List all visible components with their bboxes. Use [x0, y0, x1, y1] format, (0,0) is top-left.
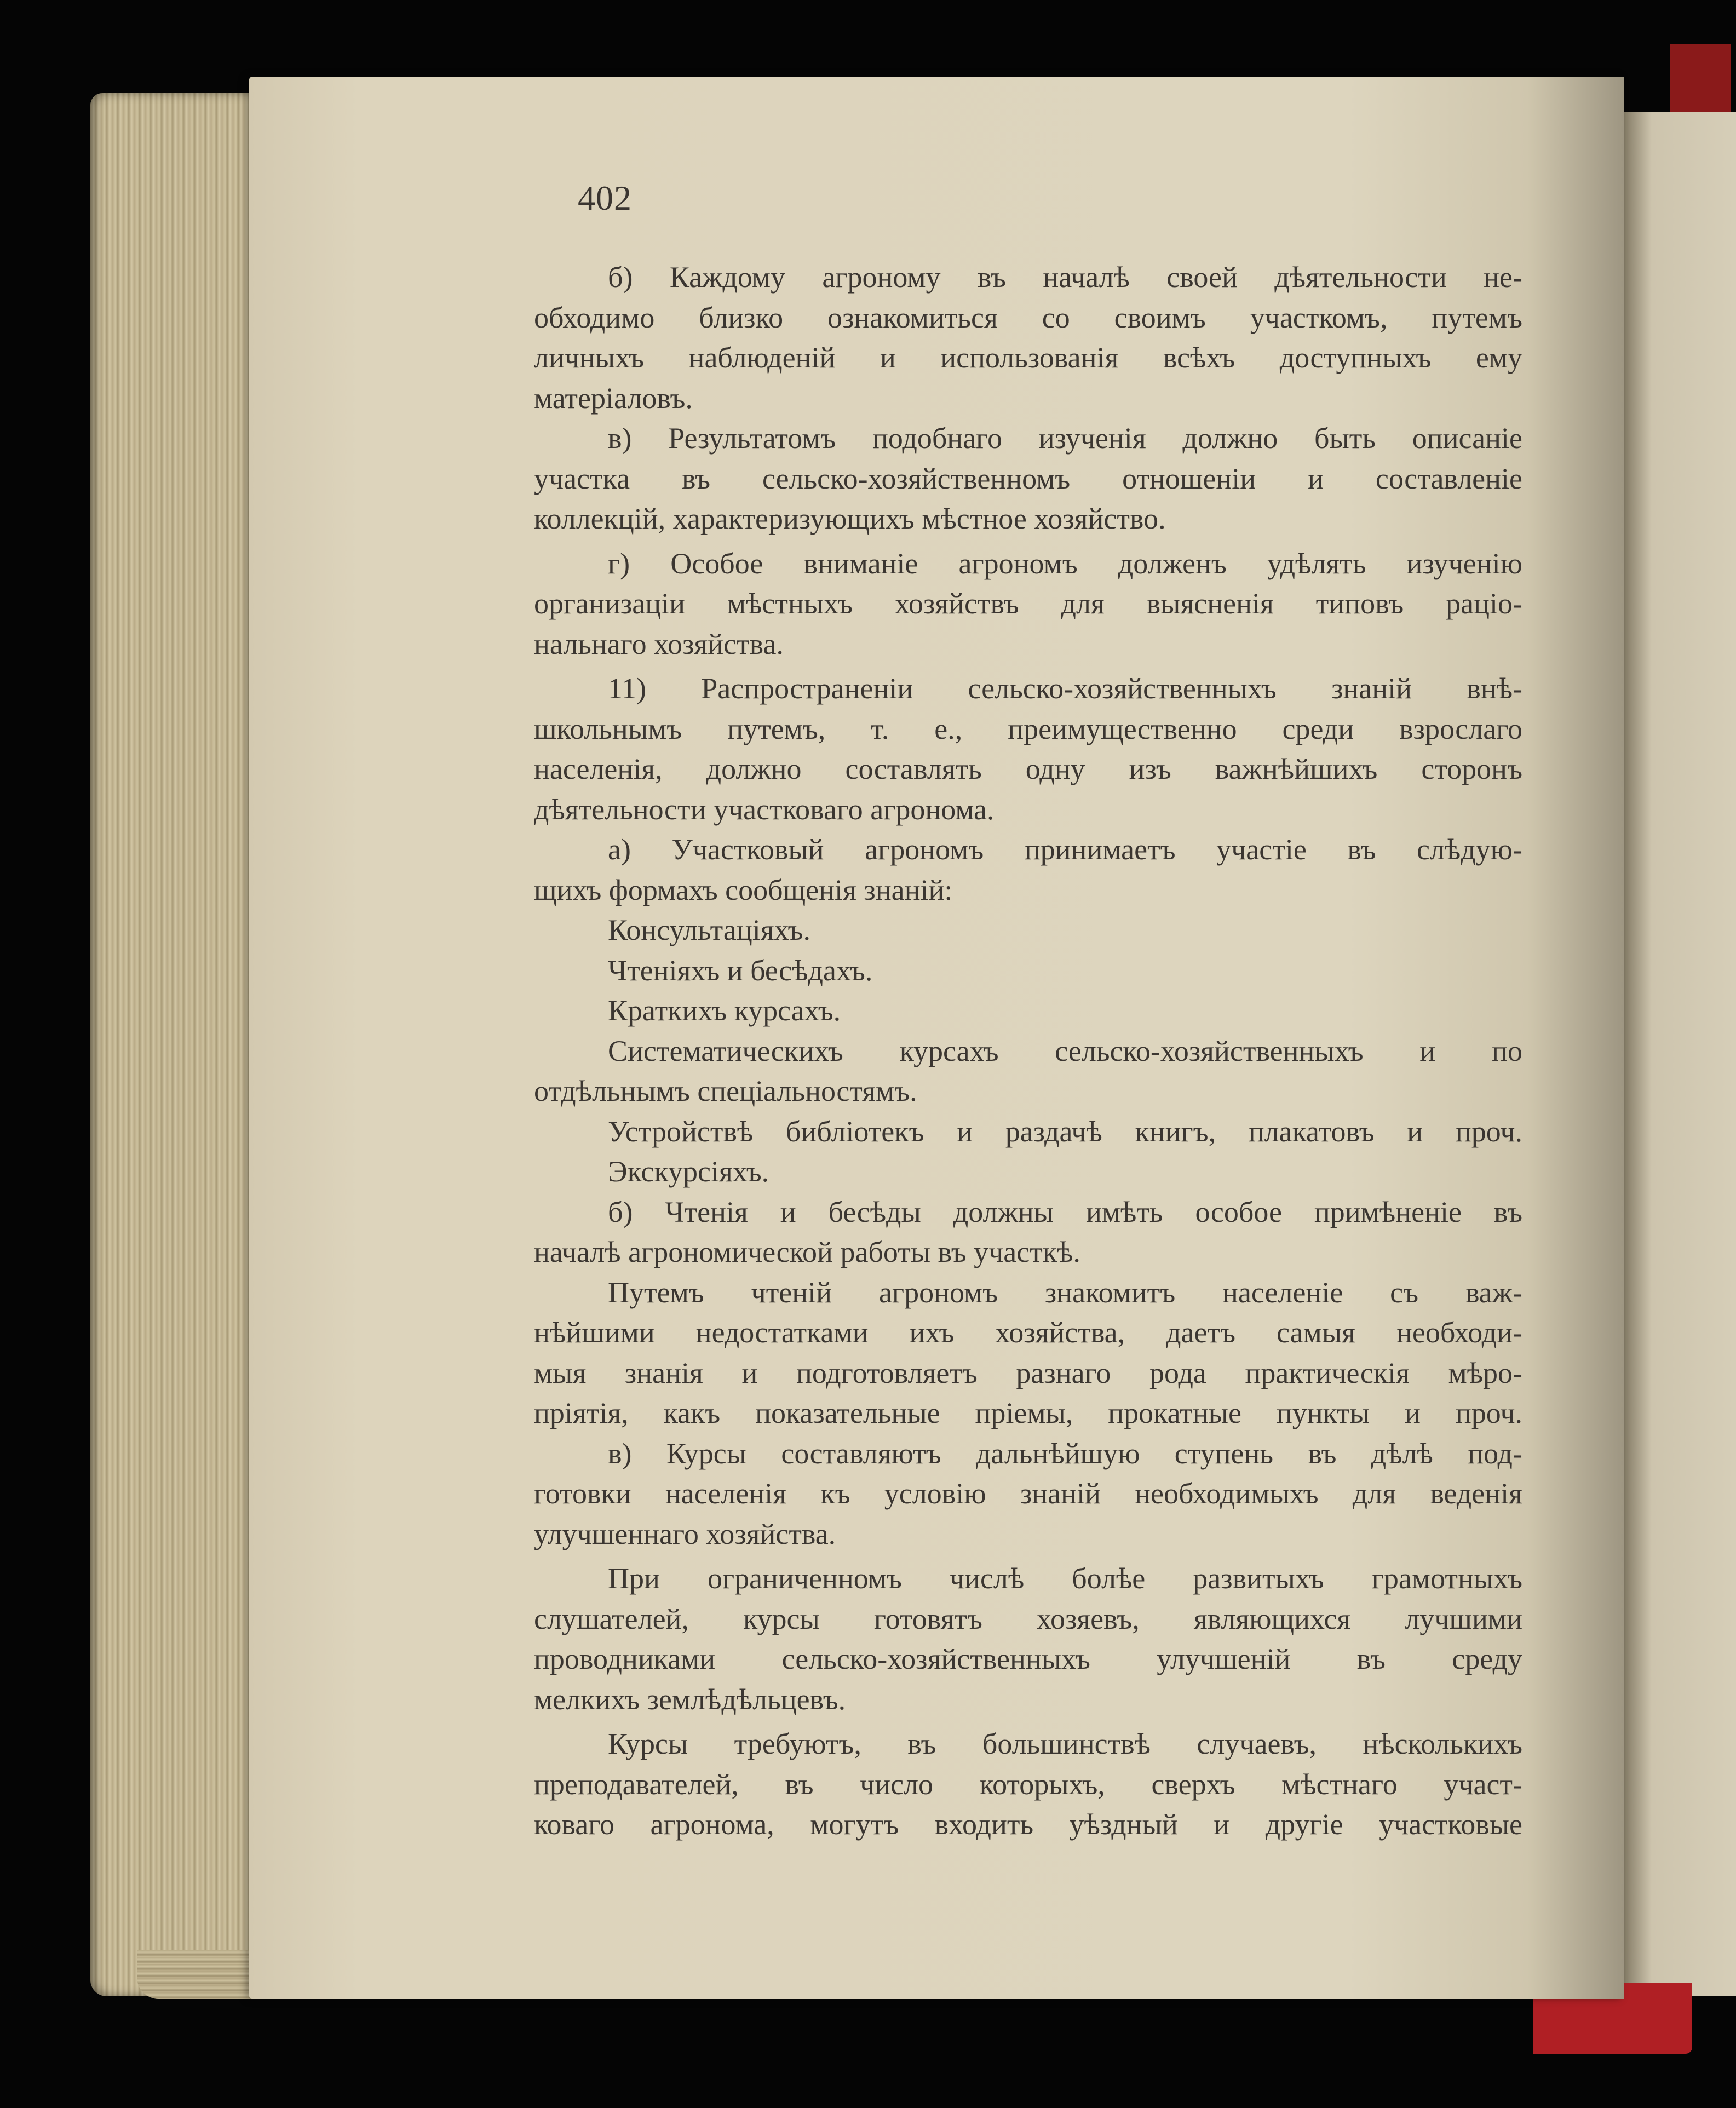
text-line: а) Участковый агрономъ принимаетъ участіе въ слѣдую- [608, 833, 1522, 866]
text-line: преподавателей, въ число которыхъ, сверхъ мѣстнаго участ- [534, 1767, 1522, 1801]
text-line: б) Чтенія и бесѣды должны имѣть особое примѣненіе въ [608, 1195, 1522, 1228]
text-line: г) Особое вниманіе агрономъ долженъ удѣлять изученію [608, 547, 1522, 580]
text-line: началѣ агрономической работы въ участкѣ. [534, 1236, 1080, 1268]
text-line: обходимо близко ознакомиться со своимъ участкомъ, путемъ [534, 301, 1522, 334]
text-line: проводниками сельско-хозяйственныхъ улучшеній въ среду [534, 1642, 1522, 1675]
text-line: Систематическихъ курсахъ сельско-хозяйственныхъ и по [608, 1034, 1522, 1067]
text-line: Экскурсіяхъ. [608, 1155, 769, 1188]
text-line: 11) Распространеніи сельско-хозяйственныхъ знаній внѣ- [608, 672, 1522, 705]
text-line: пріятія, какъ показательные пріемы, прокатные пункты и проч. [534, 1397, 1522, 1429]
text-line: мелкихъ землѣдѣльцевъ. [534, 1682, 846, 1716]
text-line: в) Курсы составляютъ дальнѣйшую ступень въ дѣлѣ под- [608, 1437, 1522, 1470]
text-line: мыя знанія и подготовляетъ разнаго рода практическія мѣро- [534, 1356, 1522, 1389]
text-line: готовки населенія къ условію знаній необходимыхъ для веденія [534, 1477, 1522, 1510]
facing-page-edge [1616, 112, 1736, 1996]
text-line: Курсы требуютъ, въ большинствѣ случаевъ, нѣсколькихъ [608, 1727, 1522, 1760]
text-line: матеріаловъ. [534, 381, 693, 415]
text-line: школьнымъ путемъ, т. е., преимущественно среди взрослаго [534, 712, 1522, 745]
page-body-text [534, 257, 1522, 1845]
text-line: Путемъ чтеній агрономъ знакомитъ населеніе съ важ- [608, 1276, 1522, 1309]
text-line: в) Результатомъ подобнаго изученія должно быть описаніе [608, 422, 1522, 455]
text-line: коваго агронома, могутъ входить уѣздный и другіе участковые [534, 1808, 1522, 1841]
book-page-edges [90, 93, 266, 1996]
text-line: участка въ сельско-хозяйственномъ отношеніи и составленіе [534, 462, 1522, 495]
text-line: б) Каждому агроному въ началѣ своей дѣятельности не- [608, 261, 1522, 294]
page-number: 402 [578, 179, 632, 217]
text-line: населенія, должно составлять одну изъ важнѣйшихъ сторонъ [534, 753, 1522, 785]
text-line: дѣятельности участковаго агронома. [534, 792, 995, 826]
text-line: Чтеніяхъ и бесѣдахъ. [608, 954, 873, 987]
text-line: Устройствѣ библіотекъ и раздачѣ книгъ, плакатовъ и проч. [608, 1115, 1522, 1148]
text-line: коллекцій, характеризующихъ мѣстное хозяйство. [534, 502, 1166, 535]
text-line: Консультаціяхъ. [608, 914, 810, 946]
text-line: личныхъ наблюденій и использованія всѣхъ доступныхъ ему [534, 341, 1522, 374]
text-line: нѣйшими недостатками ихъ хозяйства, даетъ самыя необходи- [534, 1316, 1522, 1349]
text-line: слушателей, курсы готовятъ хозяевъ, являющихся лучшими [534, 1602, 1522, 1635]
text-line: улучшеннаго хозяйства. [534, 1517, 836, 1550]
text-line: отдѣльнымъ спеціальностямъ. [534, 1075, 917, 1107]
text-line: организаціи мѣстныхъ хозяйствъ для выясненія типовъ раціо- [534, 587, 1522, 620]
text-line: При ограниченномъ числѣ болѣе развитыхъ грамотныхъ [608, 1562, 1522, 1595]
text-line: Краткихъ курсахъ. [608, 994, 841, 1027]
text-line: нальнаго хозяйства. [534, 627, 784, 660]
text-line: щихъ формахъ сообщенія знаній: [534, 873, 953, 906]
